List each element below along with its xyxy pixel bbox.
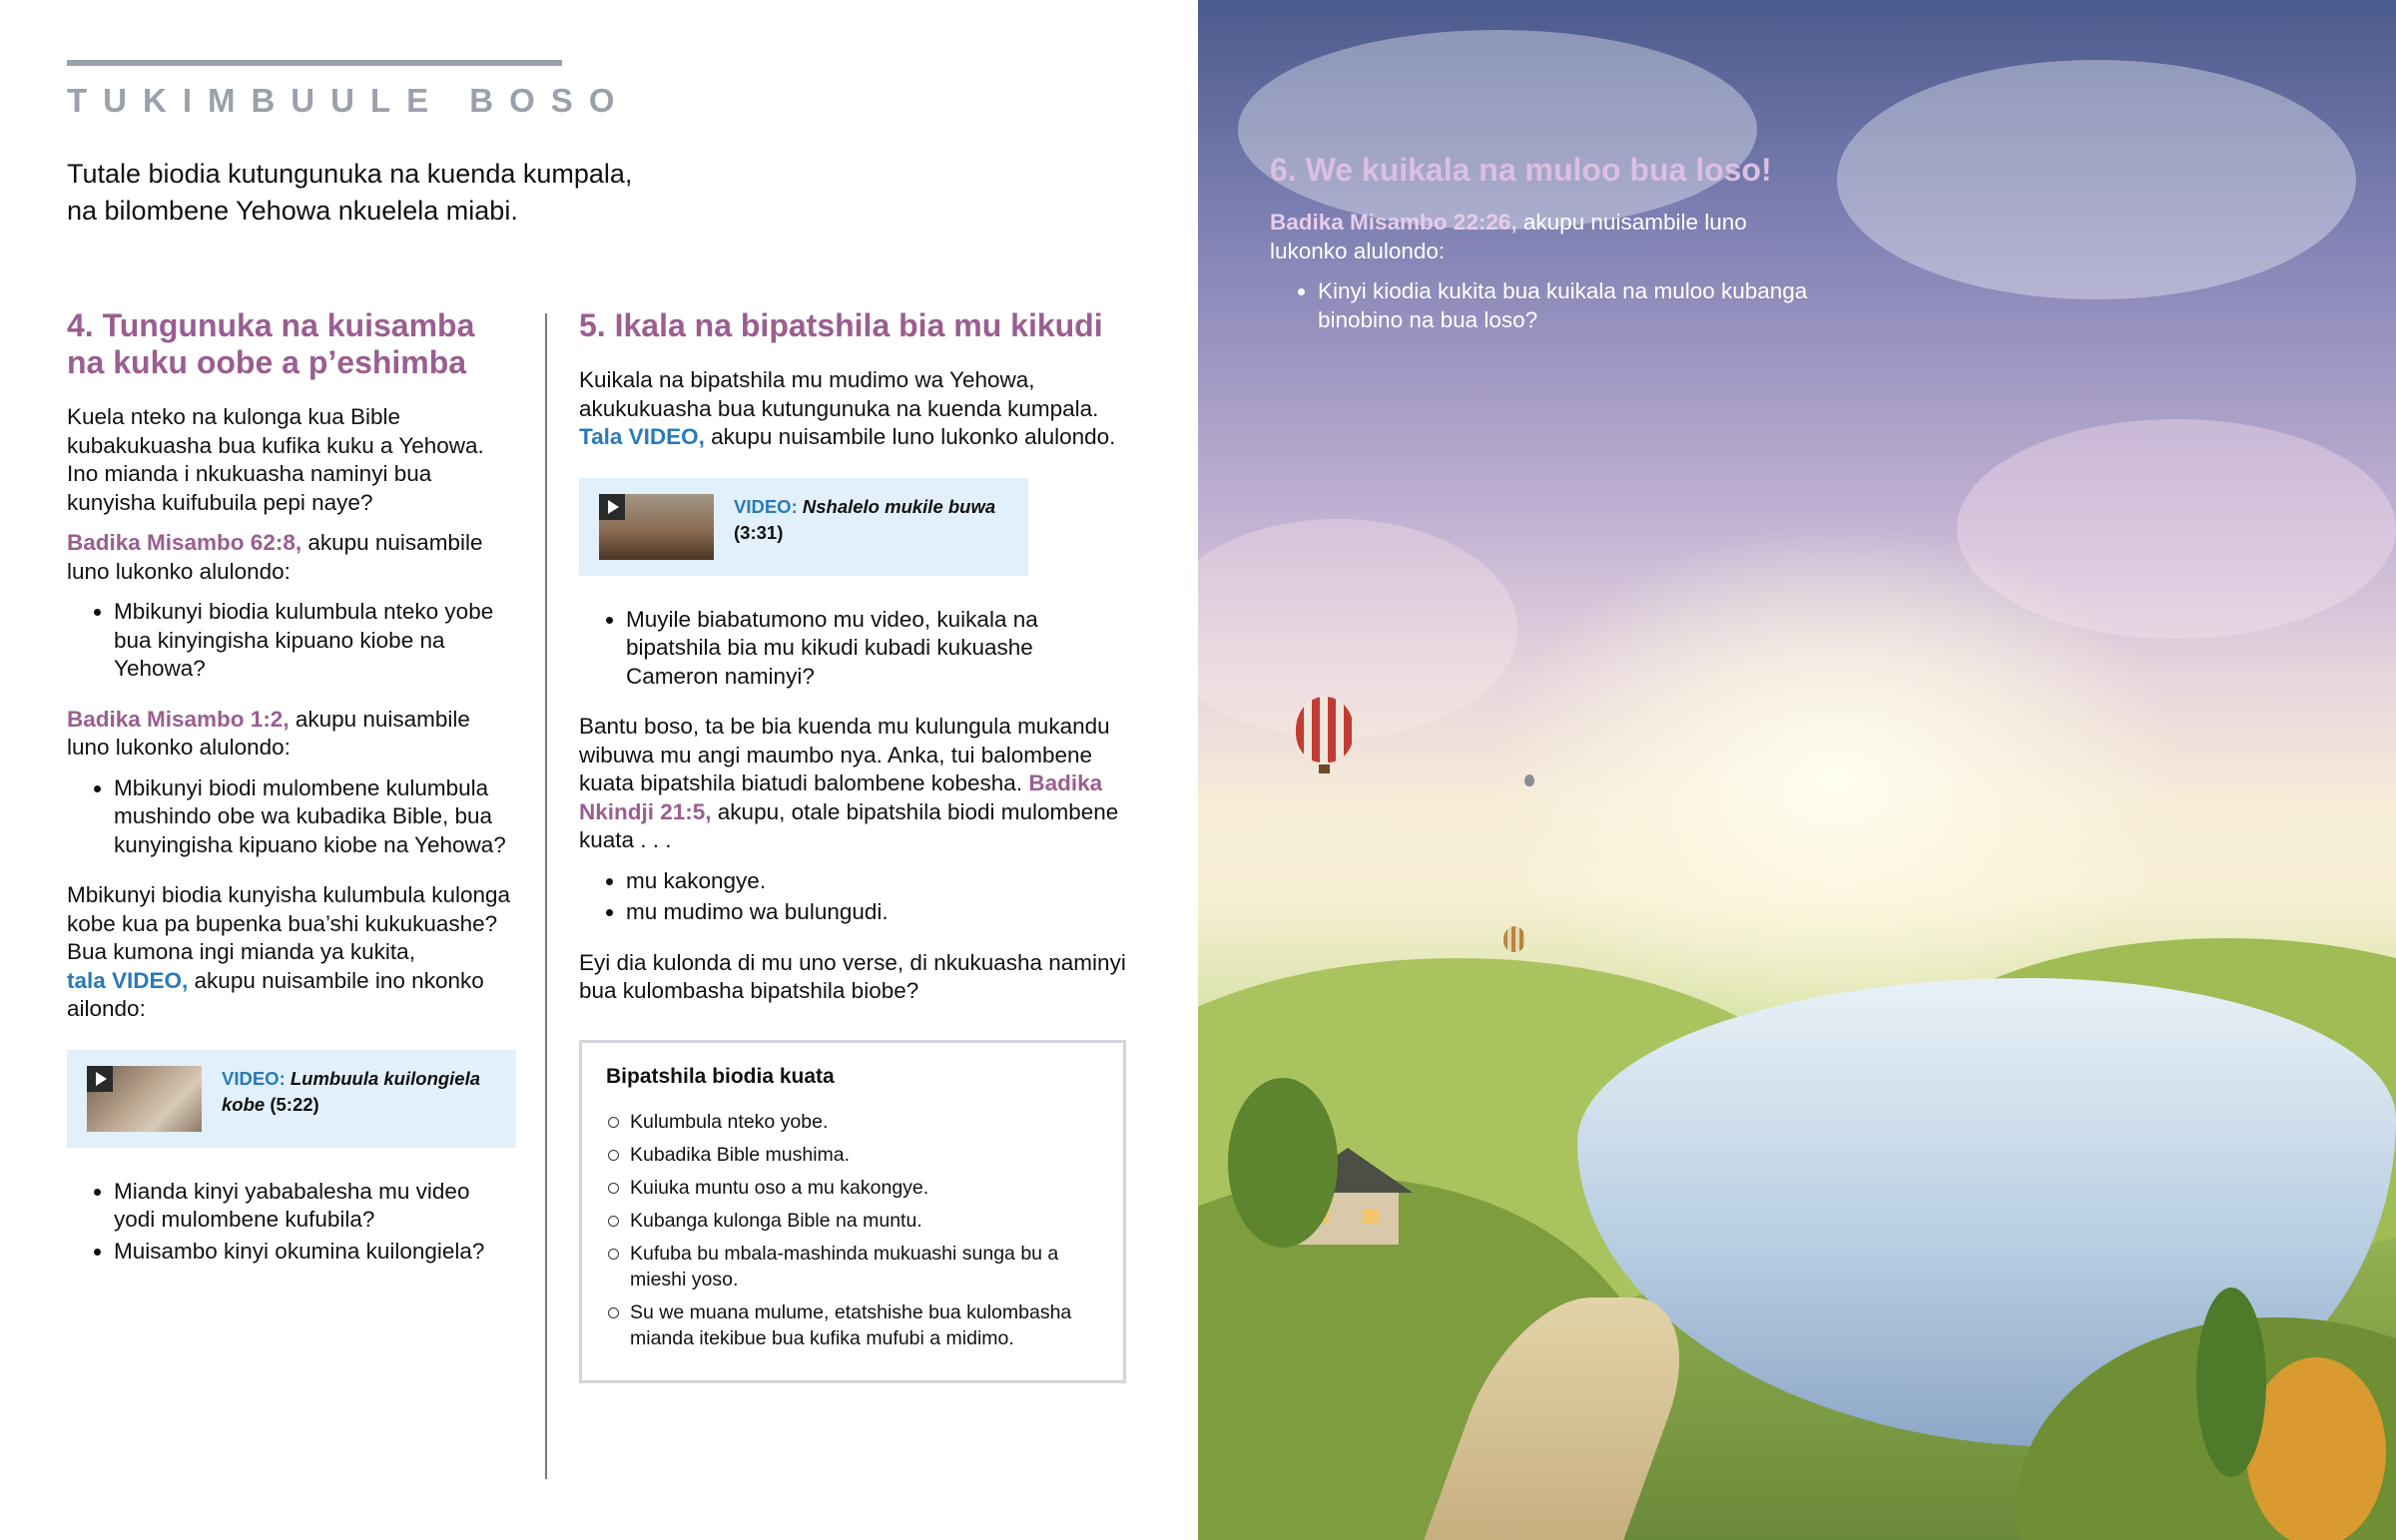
video-card[interactable] bbox=[67, 1050, 516, 1148]
hot-air-balloon bbox=[1503, 926, 1525, 952]
section-6-read: Badika Misambo 22:26, akupu nuisambile luno lukonko alulondo: bbox=[1270, 210, 1747, 263]
goals-box-title: Bipatshila biodia kuata bbox=[606, 1064, 835, 1088]
goals-box-item: Kuiuka muntu oso a mu kakongye. bbox=[606, 1175, 1099, 1201]
video-link[interactable]: Tala VIDEO, bbox=[579, 424, 705, 449]
tree bbox=[1228, 1078, 1338, 1248]
hot-air-balloon bbox=[1524, 774, 1534, 786]
read-instruction: akupu nuisambile luno lukonko alulondo: bbox=[67, 530, 483, 584]
section-5-para-3: Eyi dia kulonda di mu uno verse, di nkukuasha naminyi bua kulombasha bipatshila biobe? bbox=[579, 949, 1126, 1003]
question-item: • Muisambo kinyi okumina kuilongiela? bbox=[114, 1238, 516, 1267]
right-page-illustration bbox=[1198, 0, 2396, 1540]
goal-item: • mu kakongye. bbox=[626, 867, 1126, 896]
video-caption bbox=[222, 1066, 496, 1118]
question-list bbox=[67, 598, 516, 684]
question-item: • Mbikunyi biodia kulumbula nteko yobe bua kinyingisha kipuano kiobe na Yehowa? bbox=[114, 598, 516, 684]
hot-air-balloon bbox=[1296, 697, 1354, 763]
scripture-ref-link[interactable]: Badika Misambo 1:2, bbox=[67, 706, 290, 732]
intro-line-1: Tutale biodia kutungunuka na kuenda kumpala, bbox=[67, 159, 633, 189]
column-divider bbox=[545, 313, 547, 1479]
top-rule bbox=[67, 60, 562, 66]
question-list bbox=[67, 1178, 516, 1267]
video-label: VIDEO: bbox=[734, 495, 798, 517]
scripture-ref-link[interactable]: Badika Misambo 62:8, bbox=[67, 530, 302, 555]
scripture-ref-link[interactable]: Badika Misambo 22:26, bbox=[1270, 210, 1517, 235]
section-5 bbox=[579, 307, 1126, 1383]
goals-box bbox=[579, 1040, 1126, 1384]
section-4-para-1: Kuela nteko na kulonga kua Bible kubakukuasha bua kufika kuku a Yehowa. Ino mianda i nkukuasha naminyi bua kunyisha kuifubuila pepi naye? bbox=[67, 404, 484, 515]
video-title[interactable]: Lumbuula kuilongiela kobe bbox=[222, 1067, 481, 1115]
section-4-read-1 bbox=[67, 529, 516, 586]
question-list bbox=[67, 774, 516, 860]
question-item: • Mbikunyi biodi mulombene kulumbula mushindo obe wa kubadika Bible, bua kunyingisha kipuano kiobe na Yehowa? bbox=[114, 774, 516, 860]
goals-box-item: Kulumbula nteko yobe. bbox=[606, 1109, 1099, 1135]
question-list bbox=[1270, 277, 1829, 334]
goals-box-item: Kufuba bu mbala-mashinda mukuashi sunga bu a mieshi yoso. bbox=[606, 1241, 1099, 1292]
video-label: VIDEO: bbox=[222, 1067, 286, 1089]
video-caption bbox=[734, 494, 995, 546]
question-item: • Kinyi kiodia kukita bua kuikala na muloo kubanga binobino na bua loso? bbox=[1318, 277, 1829, 334]
goals-box-item: Kubadika Bible mushima. bbox=[606, 1142, 1099, 1168]
section-5-para-2: Bantu boso, ta be bia kuenda mu kulungula mukandu wibuwa mu angi maumbo nya. Anka, tui balombene kuata bipatshila biatudi balombene kobesha. Badika Nkindji 21:5, akupu, otale bipatshila biodi mulombene kuata . . . bbox=[579, 714, 1119, 852]
section-label: TUKIMBUULE BOSO bbox=[67, 82, 631, 119]
video-thumbnail[interactable] bbox=[599, 494, 714, 560]
intro-line-2: na bilombene Yehowa nkuelela miabi. bbox=[67, 196, 518, 226]
video-duration: (5:22) bbox=[270, 1093, 319, 1115]
video-card[interactable] bbox=[579, 478, 1028, 576]
section-5-para-1: Kuikala na bipatshila mu mudimo wa Yehowa, akukukuasha bua kutungunuka na kuenda kumpala. Tala VIDEO, akupu nuisambile luno lukonko alulondo. bbox=[579, 367, 1116, 449]
section-4-read-2 bbox=[67, 706, 516, 763]
section-6-title: 6. We kuikala na muloo bua loso! bbox=[1270, 152, 1772, 188]
section-4-para-2: Mbikunyi biodia kunyisha kulumbula kulonga kobe kua pa bupenka bua’shi kukukuashe? Bua kumona ingi mianda ya kukita, tala VIDEO, akupu nuisambile ino nkonko ailondo: bbox=[67, 882, 511, 1021]
intro-text bbox=[67, 156, 766, 230]
video-thumbnail[interactable] bbox=[87, 1066, 202, 1132]
cloud bbox=[1837, 60, 2356, 299]
read-instruction: akupu nuisambile luno lukonko alulondo: bbox=[67, 706, 470, 760]
goal-item: • mu mudimo wa bulungudi. bbox=[626, 898, 1126, 927]
goal-list bbox=[579, 867, 1126, 927]
tree bbox=[2246, 1357, 2386, 1540]
goals-box-item: Kubanga kulonga Bible na muntu. bbox=[606, 1208, 1099, 1234]
tree bbox=[2196, 1287, 2266, 1477]
scripture-ref-link[interactable]: Badika Nkindji 21:5, bbox=[579, 770, 1103, 824]
video-link[interactable]: tala VIDEO, bbox=[67, 967, 189, 993]
question-item: • Muyile biabatumono mu video, kuikala na bipatshila bia mu kikudi kubadi kukuashe Cameron naminyi? bbox=[626, 606, 1126, 692]
section-4-title: 4. Tungunuka na kuisamba na kuku oobe a p’eshimba bbox=[67, 307, 475, 380]
cloud bbox=[1198, 519, 1517, 739]
question-item: • Mianda kinyi yababalesha mu video yodi mulombene kufubila? bbox=[114, 1178, 516, 1235]
goals-box-item: Su we muana mulume, etatshishe bua kulombasha mianda itekibue bua kufika mufubi a midimo. bbox=[606, 1299, 1099, 1351]
question-list bbox=[579, 606, 1126, 692]
video-duration: (3:31) bbox=[734, 521, 784, 543]
section-5-title: 5. Ikala na bipatshila bia mu kikudi bbox=[579, 307, 1103, 343]
goals-box-list bbox=[606, 1109, 1099, 1351]
play-icon[interactable] bbox=[87, 1066, 113, 1092]
section-4 bbox=[67, 307, 516, 1287]
play-icon[interactable] bbox=[599, 494, 625, 520]
video-title[interactable]: Nshalelo mukile buwa bbox=[802, 495, 996, 517]
section-6 bbox=[1270, 152, 1829, 334]
